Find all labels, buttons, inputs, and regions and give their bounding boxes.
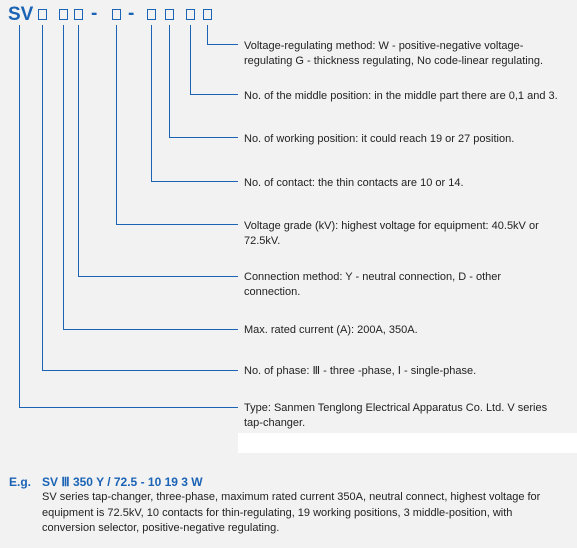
connector-voltage-grade-horizontal	[116, 224, 238, 225]
desc-connection-method: Connection method: Y - neutral connection, D - other connection.	[244, 271, 502, 298]
connector-working-position-horizontal	[169, 137, 238, 138]
connector-middle-position-vertical	[190, 25, 191, 95]
example-label: E.g.	[9, 475, 32, 489]
connector-voltage-grade-vertical	[116, 25, 117, 225]
code-box-phase	[38, 9, 47, 20]
connector-type-vertical	[19, 25, 20, 408]
connector-current-vertical	[63, 25, 64, 330]
code-box-regulating-method	[203, 9, 212, 20]
model-code-prefix: SV	[8, 4, 34, 25]
connector-working-position-vertical	[169, 25, 170, 138]
code-dash-1: -	[91, 3, 98, 24]
code-box-middle-position	[186, 9, 195, 20]
desc-middle-position: No. of the middle position: in the middle part there are 0,1 and 3.	[244, 90, 558, 102]
connector-regulating-method-vertical	[207, 25, 208, 45]
desc-working-position: No. of working position: it could reach 19 or 27 position.	[244, 133, 515, 145]
connector-middle-position-horizontal	[190, 94, 238, 95]
code-box-connection	[74, 9, 83, 20]
code-box-working-position	[165, 9, 174, 20]
decorative-white-bar	[238, 433, 577, 453]
connector-phase-vertical	[42, 25, 43, 371]
connector-contact-vertical	[151, 25, 152, 182]
code-box-contact	[147, 9, 156, 20]
code-box-voltage-grade	[112, 9, 121, 20]
desc-type: Type: Sanmen Tenglong Electrical Apparatus Co. Ltd. V series tap-changer.	[244, 402, 548, 429]
connector-regulating-method-horizontal	[207, 44, 238, 45]
code-dash-2: -	[128, 3, 135, 24]
connector-contact-horizontal	[151, 181, 238, 182]
desc-phase: No. of phase: Ⅲ - three -phase, Ⅰ - single-phase.	[244, 365, 477, 377]
desc-contact: No. of contact: the thin contacts are 10 or 14.	[244, 177, 464, 189]
desc-voltage-regulating-method: Voltage-regulating method: W - positive-negative voltage-regulating G - thickness regulating, No code-linear regulating.	[244, 40, 543, 67]
connector-type-horizontal	[19, 407, 238, 408]
example-code: SV Ⅲ 350 Y / 72.5 - 10 19 3 W	[42, 475, 203, 489]
desc-rated-current: Max. rated current (A): 200A, 350A.	[244, 324, 418, 336]
connector-connection-vertical	[78, 25, 79, 277]
desc-voltage-grade: Voltage grade (kV): highest voltage for equipment: 40.5kV or 72.5kV.	[244, 220, 539, 247]
connector-connection-horizontal	[78, 276, 238, 277]
connector-current-horizontal	[63, 329, 238, 330]
connector-phase-horizontal	[42, 370, 238, 371]
code-box-rated-current	[59, 9, 68, 20]
example-description: SV series tap-changer, three-phase, maximum rated current 350A, neutral connect, highest voltage for equipment is 72.5kV, 10 contacts for thin-regulating, 19 working positions, 3 middle-position, with conversion selector, positive-negative regulating.	[42, 491, 541, 534]
